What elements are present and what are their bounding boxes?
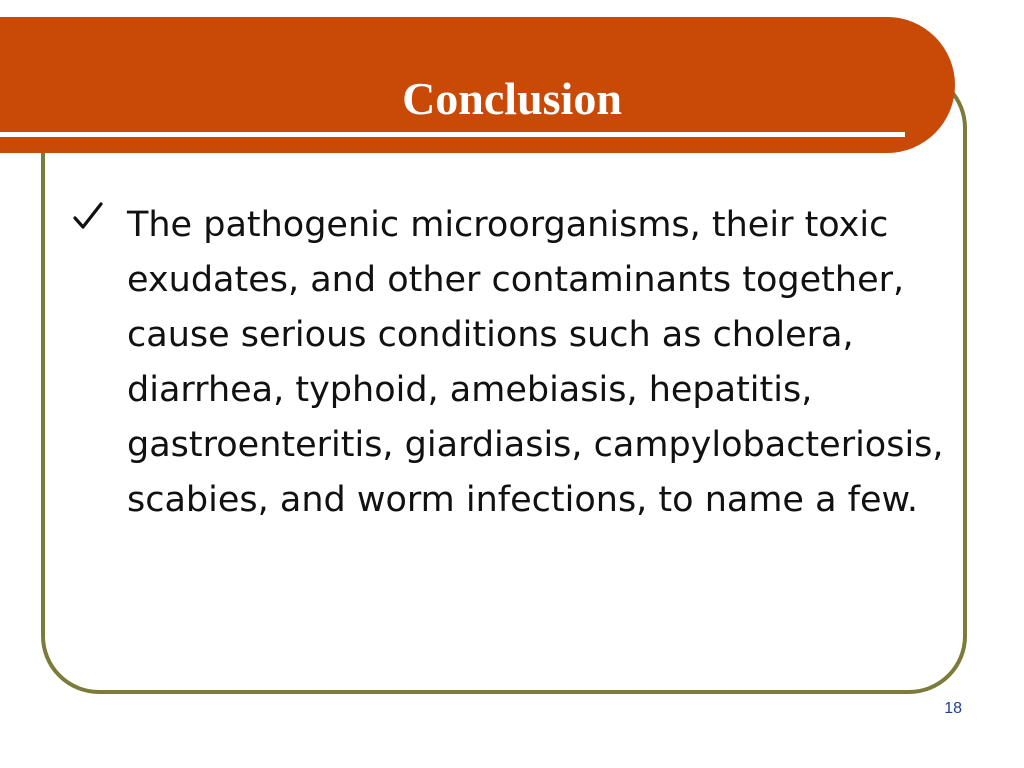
title-underline	[0, 132, 905, 137]
slide-title: Conclusion	[402, 73, 622, 124]
bullet-text: The pathogenic microorganisms, their toxic exudates, and other contaminants together, cause serious conditions such as cholera, diarrhea, typhoid, amebiasis, hepatitis, gastroenteritis, giardiasis, campylobacteriosis, scabies, and worm infections, to name a few.	[127, 205, 944, 520]
bullet-list	[72, 198, 952, 528]
check-icon	[72, 200, 104, 234]
slide-number: 18	[944, 700, 962, 717]
bullet-item	[72, 198, 952, 528]
